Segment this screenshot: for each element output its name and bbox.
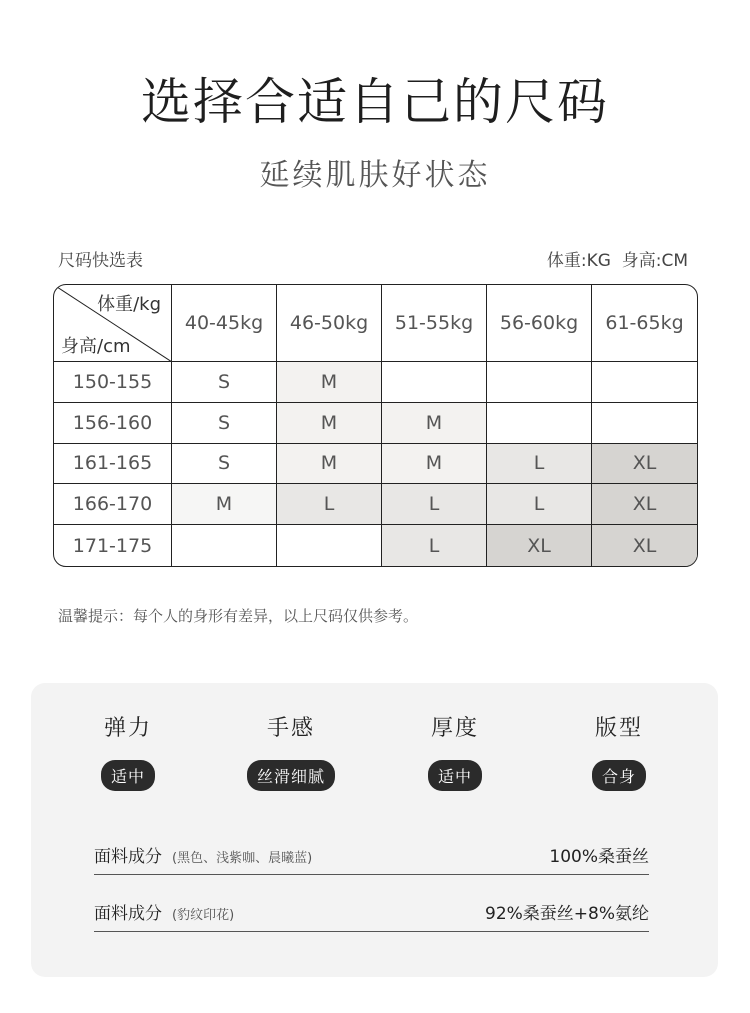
size-cell: XL	[487, 525, 592, 566]
weight-column-header: 61-65kg	[592, 285, 697, 362]
attribute-label: 厚度	[430, 716, 479, 741]
size-cell	[487, 403, 592, 444]
size-cell: XL	[592, 484, 697, 525]
attribute-value-badge: 适中	[428, 760, 482, 791]
size-cell: L	[487, 484, 592, 525]
size-cell	[592, 403, 697, 444]
attribute-value-badge: 适中	[101, 760, 155, 791]
size-cell: S	[172, 444, 277, 485]
fabric-label-text: 面料成分	[94, 847, 162, 867]
weight-column-header: 51-55kg	[382, 285, 487, 362]
size-cell	[592, 362, 697, 403]
sizing-tip: 温馨提示：每个人的身形有差异，以上尺码仅供参考。	[58, 607, 419, 625]
table-corner-header	[54, 285, 172, 362]
fabric-panel	[31, 683, 718, 977]
size-cell: M	[172, 484, 277, 525]
page-subtitle: 延续肌肤好状态	[259, 158, 491, 193]
size-cell	[382, 362, 487, 403]
fabric-composition-row	[94, 897, 649, 932]
attribute-value-badge: 丝滑细腻	[247, 760, 335, 791]
size-cell	[172, 525, 277, 566]
height-row-header: 156-160	[54, 403, 172, 444]
size-cell: M	[277, 444, 382, 485]
attribute-value-badge: 合身	[592, 760, 646, 791]
height-row-header: 166-170	[54, 484, 172, 525]
attribute-label: 弹力	[103, 716, 152, 741]
corner-weight-label: 体重/kg	[97, 294, 161, 315]
fabric-label-text: 面料成分	[94, 904, 162, 924]
size-cell: M	[382, 444, 487, 485]
size-cell: M	[277, 362, 382, 403]
height-row-header: 161-165	[54, 444, 172, 485]
fabric-value: 100%桑蚕丝	[549, 847, 649, 867]
size-cell: M	[382, 403, 487, 444]
attribute-block	[58, 711, 198, 791]
size-cell: S	[172, 362, 277, 403]
corner-height-label: 身高/cm	[61, 336, 131, 357]
height-row-header: 171-175	[54, 525, 172, 566]
size-cell: XL	[592, 525, 697, 566]
size-table	[53, 284, 698, 567]
attribute-block	[385, 711, 525, 791]
fabric-value: 92%桑蚕丝+8%氨纶	[485, 904, 649, 924]
weight-column-header: 40-45kg	[172, 285, 277, 362]
attribute-block	[549, 711, 689, 791]
fabric-label	[94, 899, 234, 924]
size-cell: L	[382, 484, 487, 525]
page-title: 选择合适自己的尺码	[141, 73, 609, 131]
attribute-label: 手感	[266, 716, 315, 741]
fabric-label	[94, 842, 312, 867]
attribute-block	[221, 711, 361, 791]
size-cell: L	[277, 484, 382, 525]
weight-column-header: 56-60kg	[487, 285, 592, 362]
fabric-composition-row	[94, 840, 649, 875]
height-row-header: 150-155	[54, 362, 172, 403]
unit-note: 体重:KG 身高:CM	[546, 251, 688, 271]
size-cell: L	[382, 525, 487, 566]
weight-column-header: 46-50kg	[277, 285, 382, 362]
fabric-color-note: (豹纹印花)	[172, 908, 235, 923]
size-cell	[277, 525, 382, 566]
table-caption: 尺码快选表	[58, 251, 143, 271]
fabric-color-note: (黑色、浅紫咖、晨曦蓝)	[172, 851, 313, 866]
attribute-label: 版型	[594, 716, 643, 741]
size-cell: L	[487, 444, 592, 485]
size-cell	[487, 362, 592, 403]
size-cell: S	[172, 403, 277, 444]
size-cell: M	[277, 403, 382, 444]
size-cell: XL	[592, 444, 697, 485]
